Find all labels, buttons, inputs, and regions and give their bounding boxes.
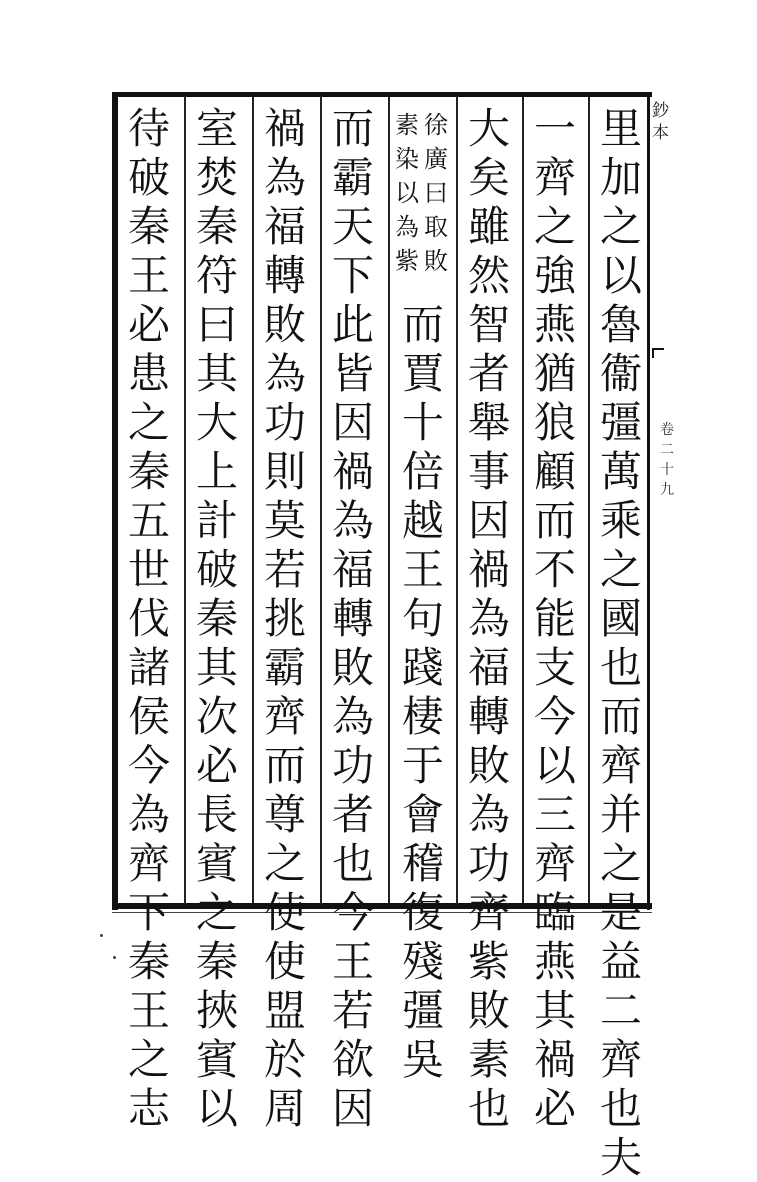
glyph: 齊 bbox=[533, 839, 576, 888]
glyph: 莫 bbox=[263, 496, 306, 545]
ink-speck bbox=[113, 956, 116, 959]
text-column-1 bbox=[592, 104, 650, 1182]
glyph: 加 bbox=[599, 153, 642, 202]
glyph: 齊 bbox=[467, 888, 510, 937]
glyph: 諸 bbox=[127, 643, 170, 692]
glyph: 廣 bbox=[424, 145, 448, 173]
glyph: 為 bbox=[331, 692, 374, 741]
glyph: 尊 bbox=[263, 790, 306, 839]
glyph: 越 bbox=[401, 496, 444, 545]
text-column-5 bbox=[324, 104, 382, 1133]
text-column-4 bbox=[394, 300, 452, 1084]
column-rule bbox=[252, 97, 254, 903]
glyph: 會 bbox=[401, 790, 444, 839]
glyph: 之 bbox=[599, 545, 642, 594]
glyph: 五 bbox=[127, 496, 170, 545]
glyph: 萬 bbox=[599, 447, 642, 496]
glyph: 句 bbox=[401, 594, 444, 643]
glyph: 稽 bbox=[401, 839, 444, 888]
glyph: 福 bbox=[263, 202, 306, 251]
glyph: 之 bbox=[127, 1035, 170, 1084]
glyph: 二 bbox=[599, 986, 642, 1035]
glyph: 十 bbox=[401, 398, 444, 447]
glyph: 齊 bbox=[599, 741, 642, 790]
glyph: 此 bbox=[331, 300, 374, 349]
text-column-2 bbox=[526, 104, 584, 1133]
glyph: 也 bbox=[599, 643, 642, 692]
glyph: 智 bbox=[467, 300, 510, 349]
glyph: 使 bbox=[263, 937, 306, 986]
glyph: 也 bbox=[331, 839, 374, 888]
glyph: 因 bbox=[331, 398, 374, 447]
glyph: 雖 bbox=[467, 202, 510, 251]
glyph: 為 bbox=[263, 349, 306, 398]
glyph: 棲 bbox=[401, 692, 444, 741]
column-rule bbox=[522, 97, 524, 903]
glyph: 十 bbox=[660, 462, 674, 478]
glyph: 為 bbox=[127, 790, 170, 839]
glyph: 秦 bbox=[195, 937, 238, 986]
glyph: 之 bbox=[599, 839, 642, 888]
glyph: 九 bbox=[660, 482, 674, 498]
glyph: 福 bbox=[467, 643, 510, 692]
glyph: 待 bbox=[127, 104, 170, 153]
glyph: 以 bbox=[395, 179, 419, 207]
glyph: 復 bbox=[401, 888, 444, 937]
glyph: 今 bbox=[127, 741, 170, 790]
glyph: 禍 bbox=[331, 447, 374, 496]
glyph: 紫 bbox=[395, 247, 419, 275]
glyph: 功 bbox=[263, 398, 306, 447]
glyph: 霸 bbox=[263, 643, 306, 692]
glyph: 徐 bbox=[424, 111, 448, 139]
glyph: 禍 bbox=[467, 545, 510, 594]
column-rule bbox=[184, 97, 186, 903]
glyph: 而 bbox=[599, 692, 642, 741]
glyph: 吳 bbox=[401, 1035, 444, 1084]
glyph: 而 bbox=[401, 300, 444, 349]
glyph: 為 bbox=[467, 594, 510, 643]
glyph: 舉 bbox=[467, 398, 510, 447]
glyph: 于 bbox=[401, 741, 444, 790]
text-column-6 bbox=[256, 104, 314, 1133]
glyph: 為 bbox=[467, 790, 510, 839]
glyph: 以 bbox=[195, 1084, 238, 1133]
glyph: 大 bbox=[467, 104, 510, 153]
glyph: 矣 bbox=[467, 153, 510, 202]
glyph: 彊 bbox=[599, 398, 642, 447]
glyph: 破 bbox=[195, 545, 238, 594]
glyph: 之 bbox=[599, 202, 642, 251]
glyph: 王 bbox=[127, 251, 170, 300]
glyph: 室 bbox=[195, 104, 238, 153]
glyph: 燕 bbox=[533, 300, 576, 349]
glyph: 賓 bbox=[195, 1035, 238, 1084]
glyph: 王 bbox=[401, 545, 444, 594]
glyph: 禍 bbox=[263, 104, 306, 153]
glyph: 倍 bbox=[401, 447, 444, 496]
glyph: 若 bbox=[263, 545, 306, 594]
glyph: 下 bbox=[127, 888, 170, 937]
glyph: 顧 bbox=[533, 447, 576, 496]
text-column-7 bbox=[188, 104, 246, 1133]
glyph: 衞 bbox=[599, 349, 642, 398]
glyph: 齊 bbox=[599, 1035, 642, 1084]
glyph: 夫 bbox=[599, 1133, 642, 1182]
glyph: 二 bbox=[660, 442, 674, 458]
glyph: 為 bbox=[263, 153, 306, 202]
glyph: 一 bbox=[533, 104, 576, 153]
glyph: 志 bbox=[127, 1084, 170, 1133]
glyph: 之 bbox=[263, 839, 306, 888]
glyph: 賓 bbox=[195, 839, 238, 888]
glyph: 挑 bbox=[263, 594, 306, 643]
glyph: 下 bbox=[331, 251, 374, 300]
commentary-line-a bbox=[421, 108, 451, 278]
glyph: 里 bbox=[599, 104, 642, 153]
glyph: 秦 bbox=[127, 447, 170, 496]
glyph: 也 bbox=[467, 1084, 510, 1133]
glyph: 轉 bbox=[263, 251, 306, 300]
glyph: 敗 bbox=[263, 300, 306, 349]
glyph: 不 bbox=[533, 545, 576, 594]
glyph: 欲 bbox=[331, 1035, 374, 1084]
glyph: 素 bbox=[395, 111, 419, 139]
column-rule bbox=[588, 97, 590, 903]
glyph: 則 bbox=[263, 447, 306, 496]
glyph: 因 bbox=[467, 496, 510, 545]
glyph: 破 bbox=[127, 153, 170, 202]
glyph: 其 bbox=[533, 986, 576, 1035]
glyph: 王 bbox=[331, 937, 374, 986]
glyph: 強 bbox=[533, 251, 576, 300]
glyph: 鈔 bbox=[652, 101, 669, 121]
glyph: 并 bbox=[599, 790, 642, 839]
glyph: 之 bbox=[533, 202, 576, 251]
glyph: 也 bbox=[599, 1084, 642, 1133]
glyph: 狼 bbox=[533, 398, 576, 447]
glyph: 燕 bbox=[533, 937, 576, 986]
glyph: 大 bbox=[195, 398, 238, 447]
commentary-line-b bbox=[392, 108, 422, 278]
glyph: 是 bbox=[599, 888, 642, 937]
glyph: 盟 bbox=[263, 986, 306, 1035]
glyph: 染 bbox=[395, 145, 419, 173]
column-rule bbox=[388, 97, 390, 903]
glyph: 之 bbox=[127, 398, 170, 447]
glyph: 紫 bbox=[467, 937, 510, 986]
glyph: 上 bbox=[195, 447, 238, 496]
glyph: 計 bbox=[195, 496, 238, 545]
glyph: 挾 bbox=[195, 986, 238, 1035]
glyph: 而 bbox=[533, 496, 576, 545]
glyph: 齊 bbox=[533, 153, 576, 202]
glyph: 福 bbox=[331, 545, 374, 594]
glyph: 世 bbox=[127, 545, 170, 594]
glyph: 必 bbox=[195, 741, 238, 790]
glyph: 今 bbox=[533, 692, 576, 741]
column-rule bbox=[320, 97, 322, 903]
glyph: 為 bbox=[331, 496, 374, 545]
glyph: 魯 bbox=[599, 300, 642, 349]
glyph: 符 bbox=[195, 251, 238, 300]
glyph: 敗 bbox=[467, 986, 510, 1035]
glyph: 曰 bbox=[195, 300, 238, 349]
glyph: 賈 bbox=[401, 349, 444, 398]
glyph: 益 bbox=[599, 937, 642, 986]
glyph: 支 bbox=[533, 643, 576, 692]
glyph: 功 bbox=[467, 839, 510, 888]
glyph: 伐 bbox=[127, 594, 170, 643]
glyph: 秦 bbox=[195, 594, 238, 643]
glyph: 侯 bbox=[127, 692, 170, 741]
glyph: 臨 bbox=[533, 888, 576, 937]
glyph: 敗 bbox=[424, 247, 448, 275]
fold-fishtail-mark bbox=[652, 348, 664, 358]
glyph: 秦 bbox=[127, 937, 170, 986]
glyph: 必 bbox=[127, 300, 170, 349]
glyph: 長 bbox=[195, 790, 238, 839]
frame-top-border bbox=[112, 92, 652, 97]
glyph: 患 bbox=[127, 349, 170, 398]
glyph: 功 bbox=[331, 741, 374, 790]
glyph: 其 bbox=[195, 643, 238, 692]
glyph: 曰 bbox=[424, 179, 448, 207]
glyph: 者 bbox=[331, 790, 374, 839]
glyph: 使 bbox=[263, 888, 306, 937]
glyph: 然 bbox=[467, 251, 510, 300]
glyph: 猶 bbox=[533, 349, 576, 398]
glyph: 敗 bbox=[331, 643, 374, 692]
glyph: 素 bbox=[467, 1035, 510, 1084]
glyph: 轉 bbox=[467, 692, 510, 741]
glyph: 霸 bbox=[331, 153, 374, 202]
glyph: 天 bbox=[331, 202, 374, 251]
glyph: 齊 bbox=[263, 692, 306, 741]
glyph: 踐 bbox=[401, 643, 444, 692]
frame-left-border bbox=[112, 92, 118, 910]
glyph: 而 bbox=[263, 741, 306, 790]
glyph: 秦 bbox=[195, 202, 238, 251]
glyph: 者 bbox=[467, 349, 510, 398]
glyph: 以 bbox=[599, 251, 642, 300]
text-column-3 bbox=[460, 104, 518, 1133]
fold-title bbox=[652, 100, 668, 144]
glyph: 次 bbox=[195, 692, 238, 741]
glyph: 轉 bbox=[331, 594, 374, 643]
glyph: 其 bbox=[195, 349, 238, 398]
ink-speck bbox=[100, 934, 103, 937]
glyph: 事 bbox=[467, 447, 510, 496]
glyph: 必 bbox=[533, 1084, 576, 1133]
glyph: 殘 bbox=[401, 937, 444, 986]
glyph: 之 bbox=[195, 888, 238, 937]
glyph: 若 bbox=[331, 986, 374, 1035]
glyph: 國 bbox=[599, 594, 642, 643]
glyph: 齊 bbox=[127, 839, 170, 888]
glyph: 敗 bbox=[467, 741, 510, 790]
glyph: 而 bbox=[331, 104, 374, 153]
glyph: 取 bbox=[424, 213, 448, 241]
glyph: 彊 bbox=[401, 986, 444, 1035]
glyph: 禍 bbox=[533, 1035, 576, 1084]
glyph: 卷 bbox=[660, 422, 674, 438]
glyph: 王 bbox=[127, 986, 170, 1035]
glyph: 因 bbox=[331, 1084, 374, 1133]
glyph: 以 bbox=[533, 741, 576, 790]
glyph: 本 bbox=[652, 123, 669, 143]
column-rule bbox=[456, 97, 458, 903]
glyph: 今 bbox=[331, 888, 374, 937]
glyph: 能 bbox=[533, 594, 576, 643]
text-column-8 bbox=[120, 104, 178, 1133]
glyph: 焚 bbox=[195, 153, 238, 202]
glyph: 皆 bbox=[331, 349, 374, 398]
glyph: 乘 bbox=[599, 496, 642, 545]
glyph: 周 bbox=[263, 1084, 306, 1133]
glyph: 為 bbox=[395, 213, 419, 241]
glyph: 於 bbox=[263, 1035, 306, 1084]
glyph: 三 bbox=[533, 790, 576, 839]
glyph: 秦 bbox=[127, 202, 170, 251]
fold-volume-label bbox=[660, 420, 674, 500]
